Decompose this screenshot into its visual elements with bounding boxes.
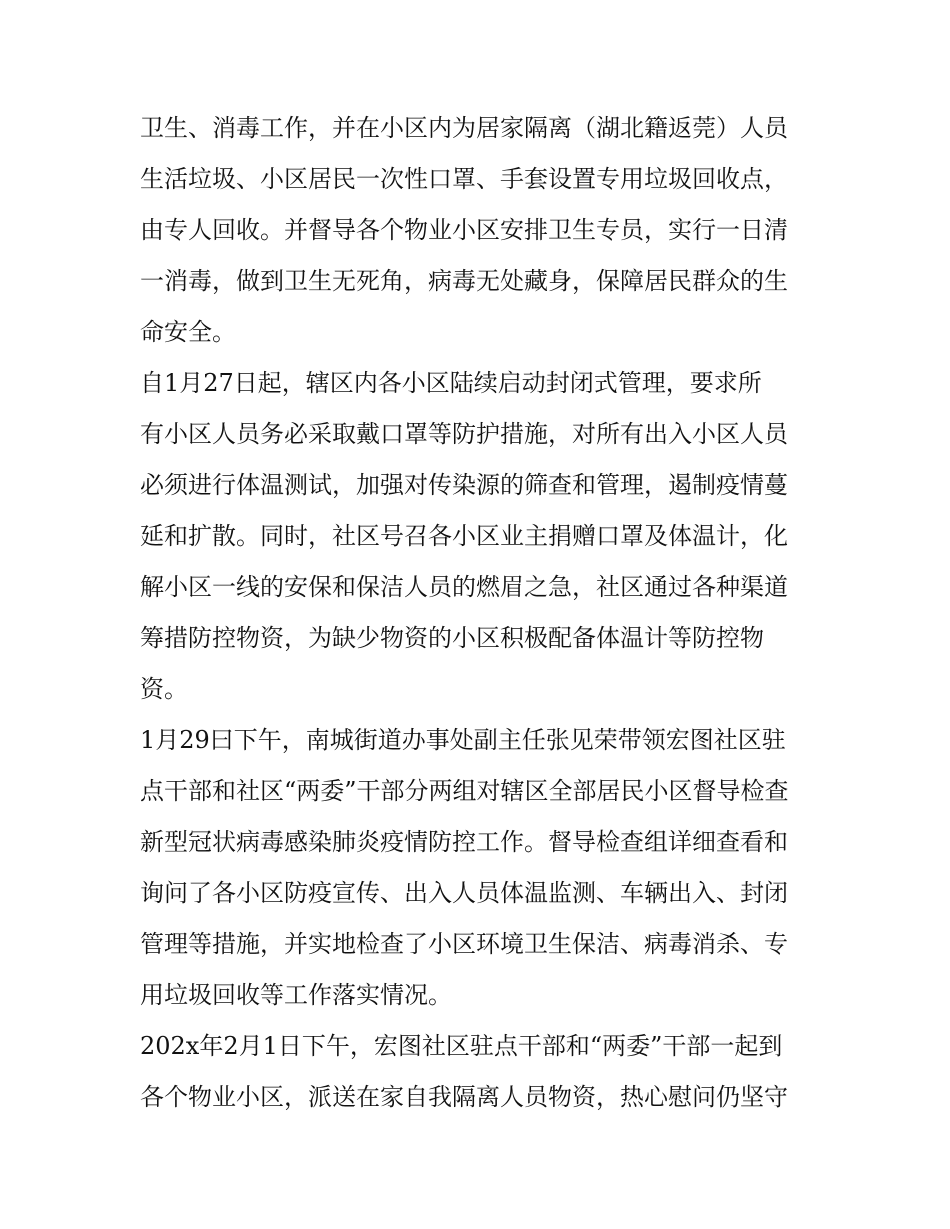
text-line: 筹措防控物资，为缺少物资的小区积极配备体温计等防控物 <box>140 624 764 652</box>
paragraph <box>140 1021 820 1123</box>
text-line: 202x年2月1日下午，宏图社区驻点干部和“两委”干部一起到 <box>140 1032 783 1060</box>
paragraph <box>140 103 820 358</box>
text-line: 新型冠状病毒感染肺炎疫情防控工作。督导检查组详细查看和 <box>140 828 788 856</box>
paragraph <box>140 358 820 715</box>
text-line: 用垃圾回收等工作落实情况。 <box>140 981 452 1009</box>
document-body <box>140 103 820 1123</box>
text-line: 必须进行体温测试，加强对传染源的筛查和管理，遏制疫情蔓 <box>140 471 788 499</box>
text-line: 延和扩散。同时，社区号召各小区业主捐赠口罩及体温计，化 <box>140 522 788 550</box>
text-line: 命安全。 <box>140 318 236 346</box>
paragraph <box>140 715 820 1021</box>
text-line: 1月29曰下午，南城街道办事处副主任张见荣带领宏图社区驻 <box>140 726 786 754</box>
text-line: 卫生、消毒工作，并在小区内为居家隔离（湖北籍返莞）人员 <box>140 114 788 142</box>
text-line: 各个物业小区，派送在家自我隔离人员物资，热心慰问仍坚守 <box>140 1083 788 1111</box>
text-line: 询问了各小区防疫宣传、出入人员体温监测、车辆出入、封闭 <box>140 879 788 907</box>
text-line: 有小区人员务必采取戴口罩等防护措施，对所有出入小区人员 <box>140 420 788 448</box>
text-line: 由专人回收。并督导各个物业小区安排卫生专员，实行一日清 <box>140 216 788 244</box>
text-line: 点干部和社区“两委”干部分两组对辖区全部居民小区督导检查 <box>140 777 789 805</box>
text-line: 解小区一线的安保和保洁人员的燃眉之急，社区通过各种渠道 <box>140 573 788 601</box>
text-line: 生活垃圾、小区居民一次性口罩、手套设置专用垃圾回收点， <box>140 165 788 193</box>
text-line: 资。 <box>140 675 188 703</box>
text-line: 自1月27日起，辖区内各小区陆续启动封闭式管理，要求所 <box>140 369 762 397</box>
text-line: 管理等措施，并实地检查了小区环境卫生保洁、病毒消杀、专 <box>140 930 788 958</box>
text-line: 一消毒，做到卫生无死角，病毒无处藏身，保障居民群众的生 <box>140 267 788 295</box>
